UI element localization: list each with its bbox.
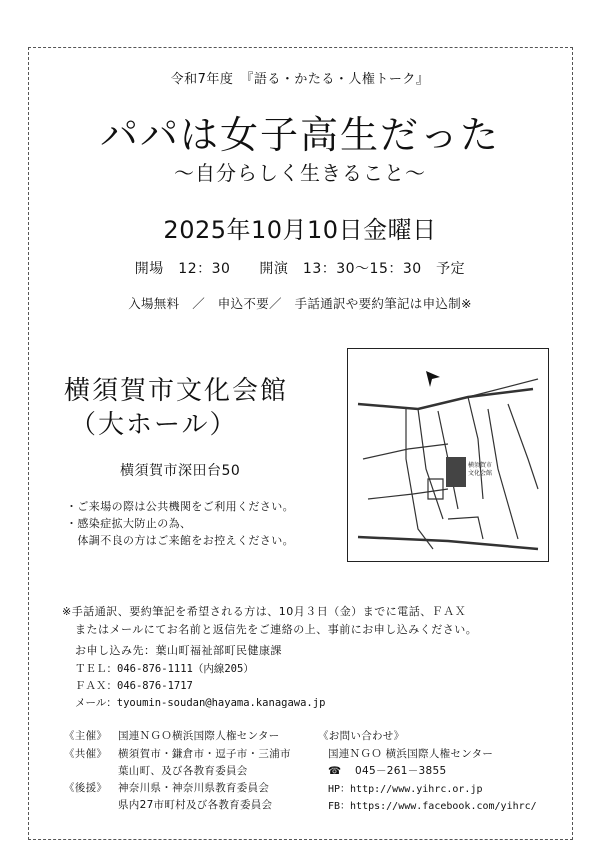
- inquiry-tel: 045－261－3855: [355, 765, 447, 777]
- phone-icon: ☎: [328, 765, 342, 777]
- venue-name: 横須賀市文化会館: [64, 376, 289, 406]
- support-list: 神奈川県・神奈川県教育委員会: [118, 782, 270, 794]
- venue-address: 横須賀市深田台50: [120, 463, 241, 479]
- inquiry-org: 国連ＮＧＯ 横浜国際人権センター: [328, 748, 494, 760]
- contact-heading: お申し込み先：葉山町福祉部町民健康課: [75, 644, 282, 657]
- cosponsor-label: 《共催》: [64, 748, 108, 760]
- event-date: 2025年10月10日金曜日: [163, 216, 437, 244]
- support-list: 県内27市町村及び各教育委員会: [118, 799, 273, 811]
- map-venue-label: 横須賀市: [468, 462, 493, 469]
- inquiry-tel-row: [328, 763, 446, 778]
- contact-tel: ＴＥＬ：046-876-1111（内線205）: [75, 663, 254, 675]
- application-note: ※手話通訳、要約筆記を希望される方は、10月３日（金）までに電話、ＦＡＸ: [62, 605, 467, 618]
- host-label: 《主催》: [64, 730, 108, 742]
- facebook-link[interactable]: FB：https://www.facebook.com/yihrc/: [328, 801, 537, 812]
- contact-email-link[interactable]: メール：tyoumin-soudan@hayama.kanagawa.jp: [75, 697, 326, 709]
- venue-hall: （大ホール）: [70, 410, 238, 440]
- venue-map: [347, 348, 549, 562]
- map-venue-label: 文化会館: [468, 470, 493, 477]
- inquiry-label: 《お問い合わせ》: [318, 730, 405, 742]
- visit-note: 体調不良の方はご来館をお控えください。: [66, 534, 294, 547]
- event-series: 令和7年度 『語る・かたる・人権トーク』: [170, 72, 430, 87]
- cosponsor-list: 横須賀市・鎌倉市・逗子市・三浦市: [118, 748, 291, 760]
- venue-building: [446, 457, 466, 487]
- north-arrow-icon: [426, 371, 440, 387]
- support-label: 《後援》: [64, 782, 108, 794]
- map-drawing: [348, 349, 548, 561]
- page-title: パパは女子高生だった: [99, 113, 500, 157]
- event-times: 開場 12：30 開演 13：30〜15：30 予定: [134, 261, 466, 277]
- application-note: またはメールにてお名前と返信先をご連絡の上、事前にお申し込みください。: [75, 623, 478, 636]
- visit-note: ・感染症拡大防止の為、: [66, 517, 192, 530]
- visit-note: ・ご来場の際は公共機関をご利用ください。: [66, 500, 294, 513]
- contact-fax: ＦＡＸ：046-876-1717: [75, 680, 193, 692]
- host-name: 国連ＮＧＯ横浜国際人権センター: [118, 730, 280, 742]
- homepage-link[interactable]: HP：http://www.yihrc.or.jp: [328, 784, 483, 795]
- admission-info: 入場無料 ／ 申込不要／ 手話通訳や要約筆記は申込制※: [128, 296, 472, 311]
- cosponsor-list: 葉山町、及び各教育委員会: [118, 765, 248, 777]
- page-subtitle: 〜自分らしく生きること〜: [174, 161, 426, 185]
